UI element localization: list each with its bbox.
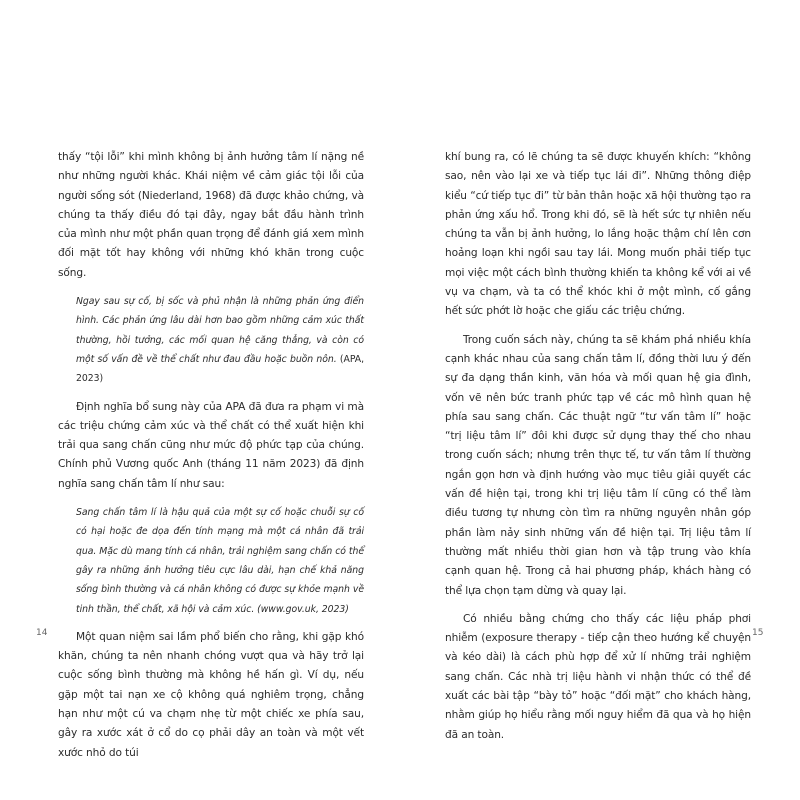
paragraph-left-1: thấy “tội lỗi” khi mình không bị ảnh hưởng tâm lí nặng nề như những người khác. Khái niệm về cảm giác tội lỗi của người sống sót (Niederland, 1968) đã được khảo chứng, và chúng ta thấy điều đó tại đây, ngay bắt đầu hành trình của mình như một phần quan trọng để đánh giá xem mình đối mặt tốt hay không với những khó khăn trong cuộc sống. bbox=[58, 151, 364, 279]
page-number-right: 15 bbox=[752, 628, 764, 638]
left-page bbox=[58, 148, 364, 772]
quote-gov-uk bbox=[76, 503, 364, 619]
paragraph-right-1: khí bung ra, có lẽ chúng ta sẽ được khuyến khích: “không sao, nên vào lại xe và tiếp tục lái đi”. Những thông điệp kiểu “cứ tiếp tục đi” từ bản thân hoặc xã hội thường tạo ra phản ứng xấu hổ. Trong khi đó, sẽ là hết sức tự nhiên nếu chúng ta vẫn bị ảnh hưởng, lo lắng hoặc thậm chí lên cơn hoảng loạn khi ngồi sau tay lái. Mong muốn phải tiếp tục mọi việc một cách bình thường khiến ta không kể với ai về vụ va chạm, và ta có thể khóc khi ở một mình, cố gắng hết sức phớt lờ hoặc che giấu các triệu chứng. bbox=[445, 151, 751, 318]
quote-apa-citation: (APA, 2023) bbox=[76, 353, 364, 385]
page-number-left: 14 bbox=[36, 628, 48, 638]
right-page bbox=[445, 148, 751, 754]
paragraph-right-2: Trong cuốn sách này, chúng ta sẽ khám phá nhiều khía cạnh khác nhau của sang chấn tâm lí, đồng thời lưu ý đến sự đa dạng thần kinh, văn hóa và mối quan hệ gia đình, vốn vẽ nên bức tranh phức tạp về các mô hình quan hệ phía sau sang chấn. Các thuật ngữ “tư vấn tâm lí” hoặc “trị liệu tâm lí” đôi khi được sử dụng thay thế cho nhau trong cuốn sách; nhưng trên thực tế, tư vấn tâm lí thường ngắn gọn hơn và định hướng vào mục tiêu giải quyết các vấn đề hiện tại, trong khi trị liệu tâm lí cũng có thể làm điều tương tự nhưng còn tìm ra những nguyên nhân góp phần làm nảy sinh những vấn đề hiện tại. Trị liệu tâm lí thường mất nhiều thời gian hơn và tập trung vào khía cạnh quan hệ. Trong cả hai phương pháp, khách hàng có thể lựa chọn tạm dừng và quay lại. bbox=[445, 333, 751, 597]
quote-apa-text: Ngay sau sự cố, bị sốc và phủ nhận là những phản ứng điển hình. Các phản ứng lâu dài hơn bao gồm những cảm xúc thất thường, hồi tưởng, các mối quan hệ căng thẳng, và còn có một số vấn đề về thể chất như đau đầu hoặc buồn nôn. bbox=[76, 296, 364, 365]
paragraph-left-3: Một quan niệm sai lầm phổ biến cho rằng, khi gặp khó khăn, chúng ta nên nhanh chóng vượt qua và hãy trở lại cuộc sống bình thường mà không hề hấn gì. Ví dụ, nếu gặp một tai nạn xe cộ không quá nghiêm trọng, chẳng hạn như một cú va chạm nhẹ từ một chiếc xe phía sau, gây ra xước xát ở cổ do cọ phải dây an toàn và một vết xước nhỏ do túi bbox=[58, 630, 364, 759]
paragraph-left-2: Định nghĩa bổ sung này của APA đã đưa ra phạm vi mà các triệu chứng cảm xúc và thể chất có thể xuất hiện khi trải qua sang chấn cũng như mức độ phức tạp của chúng. Chính phủ Vương quốc Anh (tháng 11 năm 2023) đã định nghĩa sang chấn tâm lí như sau: bbox=[58, 400, 364, 490]
quote-apa bbox=[76, 292, 364, 388]
quote-gov-uk-text: Sang chấn tâm lí là hậu quả của một sự cố hoặc chuỗi sự cố có hại hoặc đe dọa đến tính mạng mà một cá nhân đã trải qua. Mặc dù mang tính cá nhân, trải nghiệm sang chấn có thể gây ra những ảnh hưởng tiêu cực lâu dài, hạn chế khả năng sống bình thường và cá nhân không có được sự khỏe mạnh về tinh thần, thể chất, xã hội và cảm xúc. (www.gov.uk, 2023) bbox=[76, 507, 364, 615]
paragraph-right-3: Có nhiều bằng chứng cho thấy các liệu pháp phơi nhiễm (exposure therapy - tiếp cận theo hướng kể chuyện và kéo dài) là cách phù hợp để xử lí những trải nghiệm sang chấn. Các nhà trị liệu hành vi nhận thức có thể đề xuất các bài tập “bày tỏ” hoặc “đối mặt” cho khách hàng, nhằm giúp họ hiểu rằng mối nguy hiểm đã qua và họ hiện đã an toàn. bbox=[445, 612, 751, 741]
